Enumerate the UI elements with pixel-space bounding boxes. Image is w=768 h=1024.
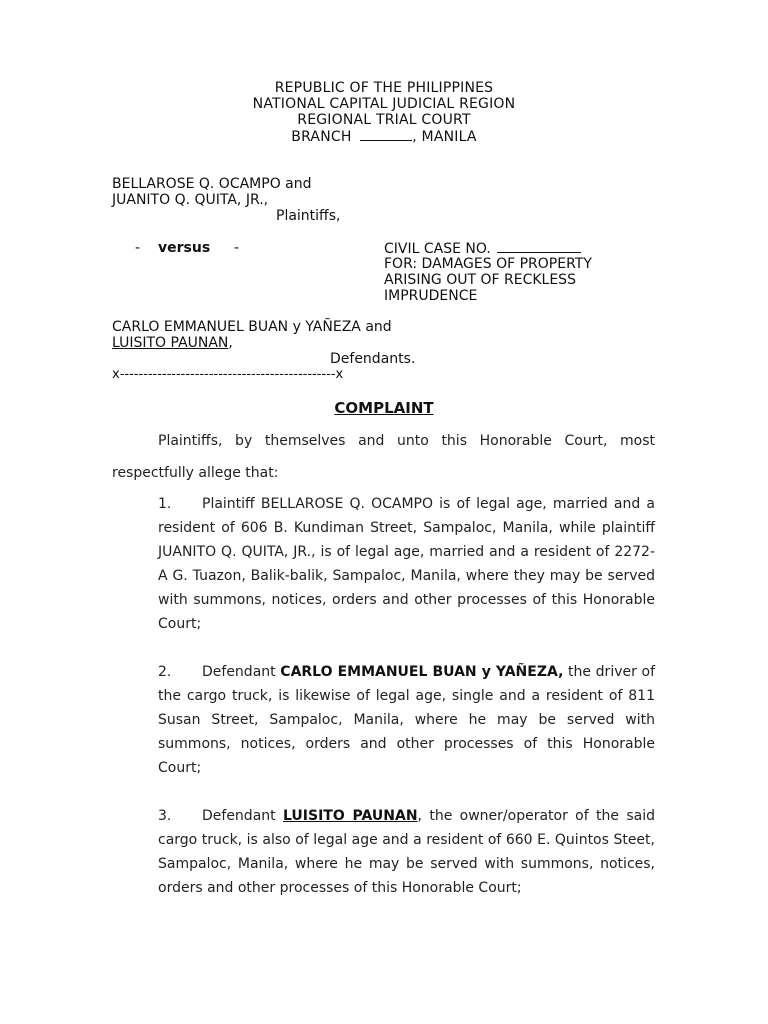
header-court: REGIONAL TRIAL COURT: [297, 112, 471, 128]
defendants-label: Defendants.: [330, 351, 416, 367]
versus-dash-right: -: [234, 240, 240, 256]
paragraph-3-text: , the owner/operator of the said cargo truck, is also of legal age and a resident of 660 E. Quintos Steet, Sampaloc, Manila, where he may be served with summons, notices, orders and other processes of this Honorable Court;: [158, 808, 655, 896]
header-branch-prefix: BRANCH: [291, 129, 352, 145]
case-number-blank: [497, 240, 581, 253]
paragraph-3: [158, 804, 655, 900]
paragraph-2-number: 2.: [158, 664, 172, 680]
paragraph-1-text: Plaintiff BELLAROSE Q. OCAMPO is of legal age, married and a resident of 606 B. Kundiman Street, Sampaloc, Manila, while plaintiff JUANITO Q. QUITA, JR., is of legal age, married and a resident of 2272-A G. Tuazon, Balik-balik, Sampaloc, Manila, where they may be served with summons, notices, orders and other processes of this Honorable Court;: [158, 496, 655, 632]
paragraph-2-text: the driver of the cargo truck, is likewise of legal age, single and a resident of 811 Susan Street, Sampaloc, Manila, where he may be served with summons, notices, orders and other processes of this Honorable Court;: [158, 664, 655, 776]
defendant-name-paunan: LUISITO PAUNAN: [112, 335, 229, 351]
header-branch: [0, 128, 768, 145]
paragraph-3-pre: Defendant: [202, 808, 276, 824]
defendant-line-2-comma: ,: [228, 335, 233, 351]
court-header: [0, 80, 768, 145]
case-nature-line-3: IMPRUDENCE: [384, 288, 478, 304]
case-nature-line-2: ARISING OUT OF RECKLESS: [384, 272, 576, 288]
paragraph-1: [158, 492, 655, 636]
paragraph-2-defendant-name: CARLO EMMANUEL BUAN y YAÑEZA,: [280, 664, 564, 680]
intro-paragraph: Plaintiffs, by themselves and unto this Honorable Court, most respectfully allege that:: [112, 433, 655, 481]
paragraph-2-pre: Defendant: [202, 664, 276, 680]
paragraph-3-defendant-name: LUISITO PAUNAN: [283, 808, 418, 824]
caption-separator: x----------------------------------------------x: [112, 367, 344, 382]
plaintiff-line-2: JUANITO Q. QUITA, JR.,: [112, 192, 269, 208]
defendant-line-1: CARLO EMMANUEL BUAN y YAÑEZA and: [112, 319, 392, 335]
paragraph-1-number: 1.: [158, 496, 172, 512]
document-title: COMPLAINT: [334, 399, 434, 417]
defendant-line-2: [112, 335, 233, 351]
paragraph-2: [158, 660, 655, 780]
case-nature-line-1: FOR: DAMAGES OF PROPERTY: [384, 256, 592, 272]
branch-blank: [360, 128, 412, 141]
case-number-label: CIVIL CASE NO.: [384, 241, 491, 257]
paragraph-3-number: 3.: [158, 808, 172, 824]
case-number: [384, 240, 581, 257]
header-republic: REPUBLIC OF THE PHILIPPINES: [274, 80, 494, 96]
versus-dash-left: -: [135, 240, 141, 256]
plaintiff-line-1: BELLAROSE Q. OCAMPO and: [112, 176, 312, 192]
versus-word: versus: [158, 240, 211, 256]
header-branch-suffix: , MANILA: [412, 129, 477, 145]
header-region: NATIONAL CAPITAL JUDICIAL REGION: [252, 96, 516, 112]
plaintiffs-label: Plaintiffs,: [276, 208, 341, 224]
